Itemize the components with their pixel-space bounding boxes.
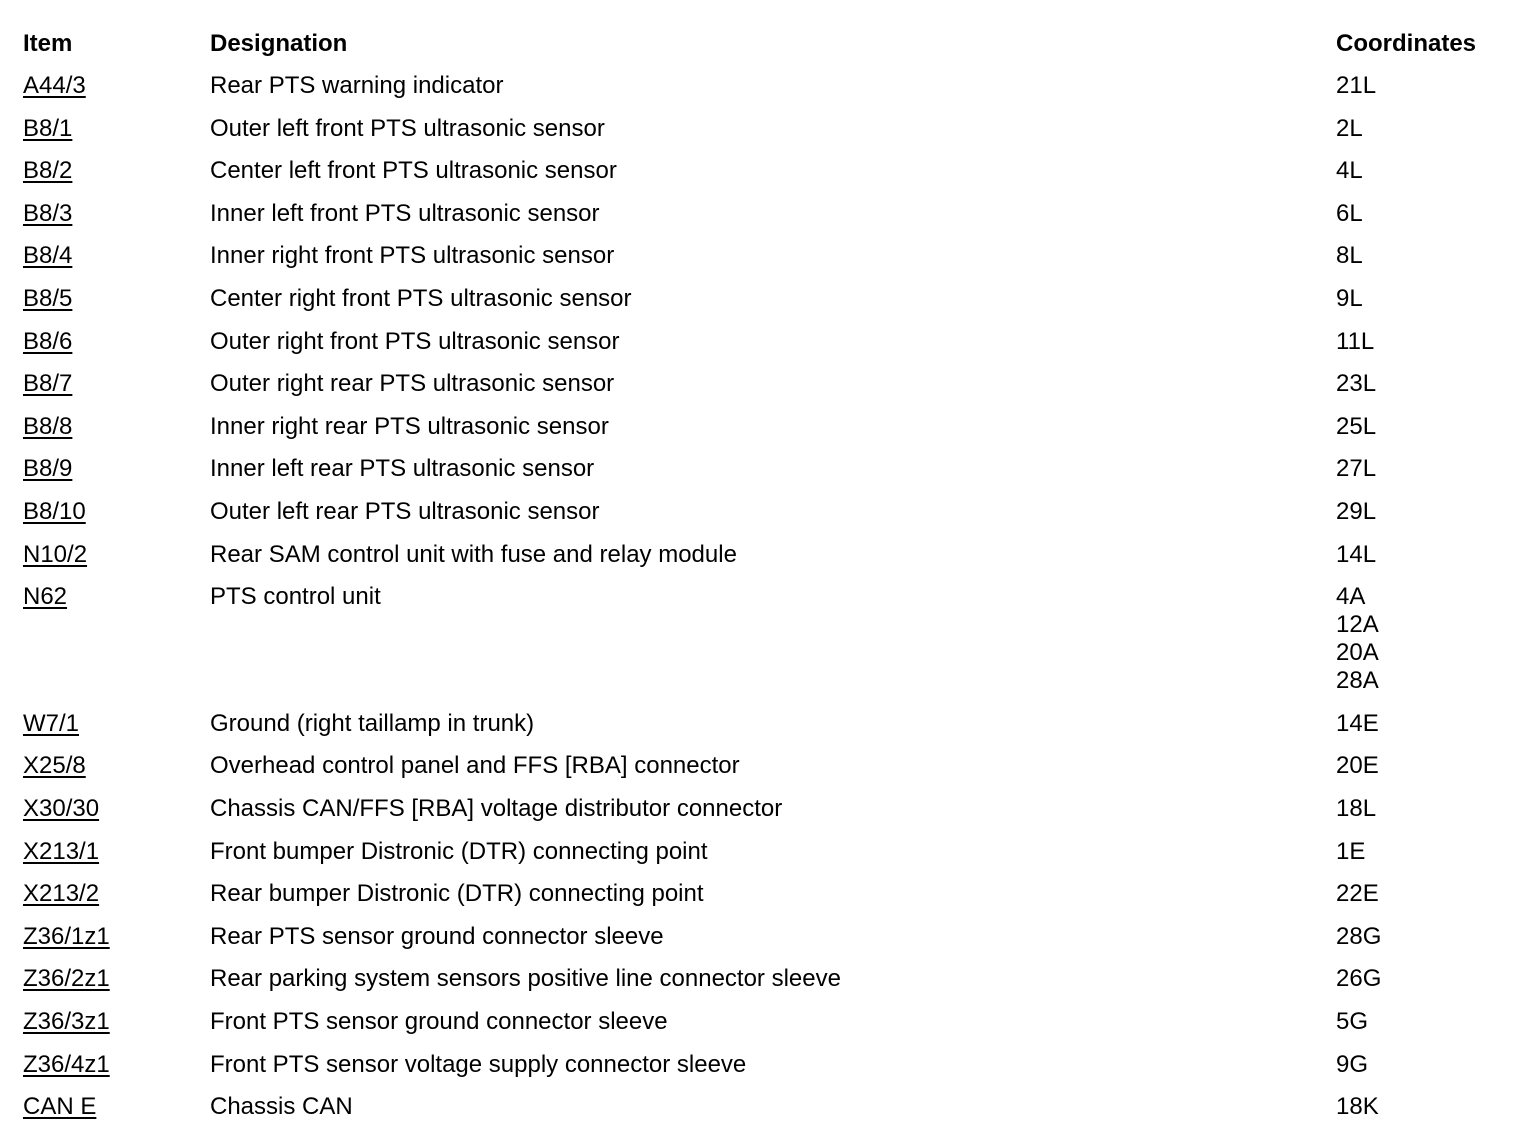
item-cell xyxy=(23,370,72,398)
designation-cell: Rear SAM control unit with fuse and relay module xyxy=(210,540,737,568)
designation-cell: Outer left front PTS ultrasonic sensor xyxy=(210,114,605,142)
coordinate-value: 14E xyxy=(1336,709,1379,737)
coordinates-cell xyxy=(1336,1008,1368,1036)
item-link[interactable]: B8/4 xyxy=(23,242,73,270)
coordinate-value: 5G xyxy=(1336,1008,1369,1035)
coordinate-value: 20E xyxy=(1336,752,1379,780)
coordinate-value: 28G xyxy=(1336,922,1382,950)
item-cell xyxy=(23,115,72,143)
item-link[interactable]: B8/7 xyxy=(23,370,73,398)
item-link[interactable]: X213/1 xyxy=(23,837,100,865)
item-cell xyxy=(23,583,67,611)
coordinate-value: 21L xyxy=(1336,72,1377,99)
item-cell xyxy=(23,965,110,993)
coordinates-cell xyxy=(1336,1093,1379,1121)
designation-cell: PTS control unit xyxy=(210,583,381,611)
coordinate-value: 12A xyxy=(1336,611,1379,639)
coordinates-cell xyxy=(1336,242,1363,270)
item-link[interactable]: B8/1 xyxy=(23,114,73,142)
item-cell xyxy=(23,157,72,185)
designation-cell: Front PTS sensor ground connector sleeve xyxy=(210,1008,668,1035)
coordinate-value: 14L xyxy=(1336,540,1377,568)
coordinates-cell xyxy=(1336,498,1376,526)
designation-cell: Inner left front PTS ultrasonic sensor xyxy=(210,199,600,227)
designation-cell: Chassis CAN/FFS [RBA] voltage distributor connector xyxy=(210,795,783,822)
item-cell xyxy=(23,880,99,908)
designation-cell: Outer right rear PTS ultrasonic sensor xyxy=(210,370,615,398)
designation-cell: Chassis CAN xyxy=(210,1093,353,1121)
header-item: Item xyxy=(23,30,73,57)
designation-cell: Rear parking system sensors positive line connector sleeve xyxy=(210,965,841,993)
coordinate-value: 22E xyxy=(1336,880,1379,908)
item-cell xyxy=(23,1051,110,1079)
item-cell xyxy=(23,923,110,951)
item-cell xyxy=(23,838,99,866)
item-cell xyxy=(23,328,72,356)
coordinates-cell xyxy=(1336,880,1379,908)
item-link[interactable]: X25/8 xyxy=(23,752,86,780)
coordinate-value: 18K xyxy=(1336,1093,1379,1121)
item-link[interactable]: B8/10 xyxy=(23,498,86,525)
coordinate-value: 4L xyxy=(1336,157,1363,185)
item-cell xyxy=(23,752,86,780)
coordinate-value: 27L xyxy=(1336,455,1377,483)
coordinates-cell xyxy=(1336,328,1374,356)
coordinate-value: 28A xyxy=(1336,667,1379,695)
coordinate-value: 25L xyxy=(1336,412,1377,440)
coordinates-cell xyxy=(1336,965,1381,993)
coordinate-value: 26G xyxy=(1336,965,1382,993)
coordinate-value: 23L xyxy=(1336,370,1377,398)
item-link[interactable]: W7/1 xyxy=(23,709,80,737)
designation-cell: Outer right front PTS ultrasonic sensor xyxy=(210,327,620,355)
coordinates-cell xyxy=(1336,157,1363,185)
item-link[interactable]: N10/2 xyxy=(23,540,88,568)
item-link[interactable]: B8/5 xyxy=(23,285,73,312)
coordinate-value: 2L xyxy=(1336,114,1363,142)
coordinate-value: 18L xyxy=(1336,795,1377,822)
header-coordinates: Coordinates xyxy=(1336,30,1477,57)
item-cell xyxy=(23,1093,96,1121)
item-cell xyxy=(23,710,79,738)
coordinate-value: 6L xyxy=(1336,199,1363,227)
coordinates-cell xyxy=(1336,413,1376,441)
designation-cell: Center right front PTS ultrasonic sensor xyxy=(210,285,632,312)
item-link[interactable]: Z36/3z1 xyxy=(23,1008,110,1035)
item-link[interactable]: A44/3 xyxy=(23,72,86,99)
designation-cell: Front bumper Distronic (DTR) connecting point xyxy=(210,837,708,865)
item-cell xyxy=(23,413,72,441)
item-link[interactable]: X213/2 xyxy=(23,880,100,908)
coordinates-cell xyxy=(1336,795,1376,823)
item-cell xyxy=(23,72,86,100)
coordinate-value: 4A xyxy=(1336,583,1366,611)
header-designation: Designation xyxy=(210,30,348,57)
coordinate-value: 29L xyxy=(1336,498,1377,525)
item-cell xyxy=(23,200,72,228)
item-link[interactable]: X30/30 xyxy=(23,795,100,822)
designation-cell: Center left front PTS ultrasonic sensor xyxy=(210,157,617,185)
coordinate-value: 8L xyxy=(1336,242,1363,270)
item-link[interactable]: B8/3 xyxy=(23,199,73,227)
designation-cell: Front PTS sensor voltage supply connector sleeve xyxy=(210,1050,747,1078)
coordinates-cell xyxy=(1336,838,1365,866)
designation-cell: Outer left rear PTS ultrasonic sensor xyxy=(210,498,600,525)
item-link[interactable]: N62 xyxy=(23,583,68,611)
designation-cell: Inner right front PTS ultrasonic sensor xyxy=(210,242,615,270)
item-cell xyxy=(23,285,72,313)
item-cell xyxy=(23,795,99,823)
coordinates-cell xyxy=(1336,1051,1368,1079)
item-cell xyxy=(23,541,87,569)
coordinates-cell xyxy=(1336,72,1376,100)
item-link[interactable]: B8/8 xyxy=(23,412,73,440)
coordinates-cell xyxy=(1336,710,1379,738)
designation-cell: Inner right rear PTS ultrasonic sensor xyxy=(210,412,609,440)
designation-cell: Ground (right taillamp in trunk) xyxy=(210,709,535,737)
coordinates-cell xyxy=(1336,285,1363,313)
designation-cell: Rear bumper Distronic (DTR) connecting point xyxy=(210,880,704,908)
designation-cell: Inner left rear PTS ultrasonic sensor xyxy=(210,455,595,483)
coordinates-cell xyxy=(1336,455,1376,483)
coordinates-cell xyxy=(1336,115,1363,143)
designation-cell: Overhead control panel and FFS [RBA] connector xyxy=(210,752,740,780)
designation-cell: Rear PTS warning indicator xyxy=(210,72,504,99)
coordinate-value: 9G xyxy=(1336,1050,1369,1078)
item-link[interactable]: B8/9 xyxy=(23,455,73,483)
coordinates-cell xyxy=(1336,200,1363,228)
coordinates-cell xyxy=(1336,752,1379,780)
item-link[interactable]: CAN E xyxy=(23,1093,97,1121)
item-cell xyxy=(23,242,72,270)
coordinate-value: 11L xyxy=(1336,327,1375,355)
coordinates-cell xyxy=(1336,923,1381,951)
item-cell xyxy=(23,455,72,483)
item-cell xyxy=(23,1008,110,1036)
coordinates-cell xyxy=(1336,583,1379,695)
designation-cell: Rear PTS sensor ground connector sleeve xyxy=(210,922,664,950)
item-link[interactable]: B8/6 xyxy=(23,327,73,355)
item-cell xyxy=(23,498,86,526)
item-link[interactable]: Z36/4z1 xyxy=(23,1050,110,1078)
item-link[interactable]: Z36/1z1 xyxy=(23,922,110,950)
coordinate-value: 1E xyxy=(1336,837,1366,865)
item-link[interactable]: B8/2 xyxy=(23,157,73,185)
coordinates-cell xyxy=(1336,541,1376,569)
coordinates-cell xyxy=(1336,370,1376,398)
item-link[interactable]: Z36/2z1 xyxy=(23,965,110,993)
coordinate-value: 9L xyxy=(1336,285,1363,312)
coordinate-value: 20A xyxy=(1336,639,1379,667)
